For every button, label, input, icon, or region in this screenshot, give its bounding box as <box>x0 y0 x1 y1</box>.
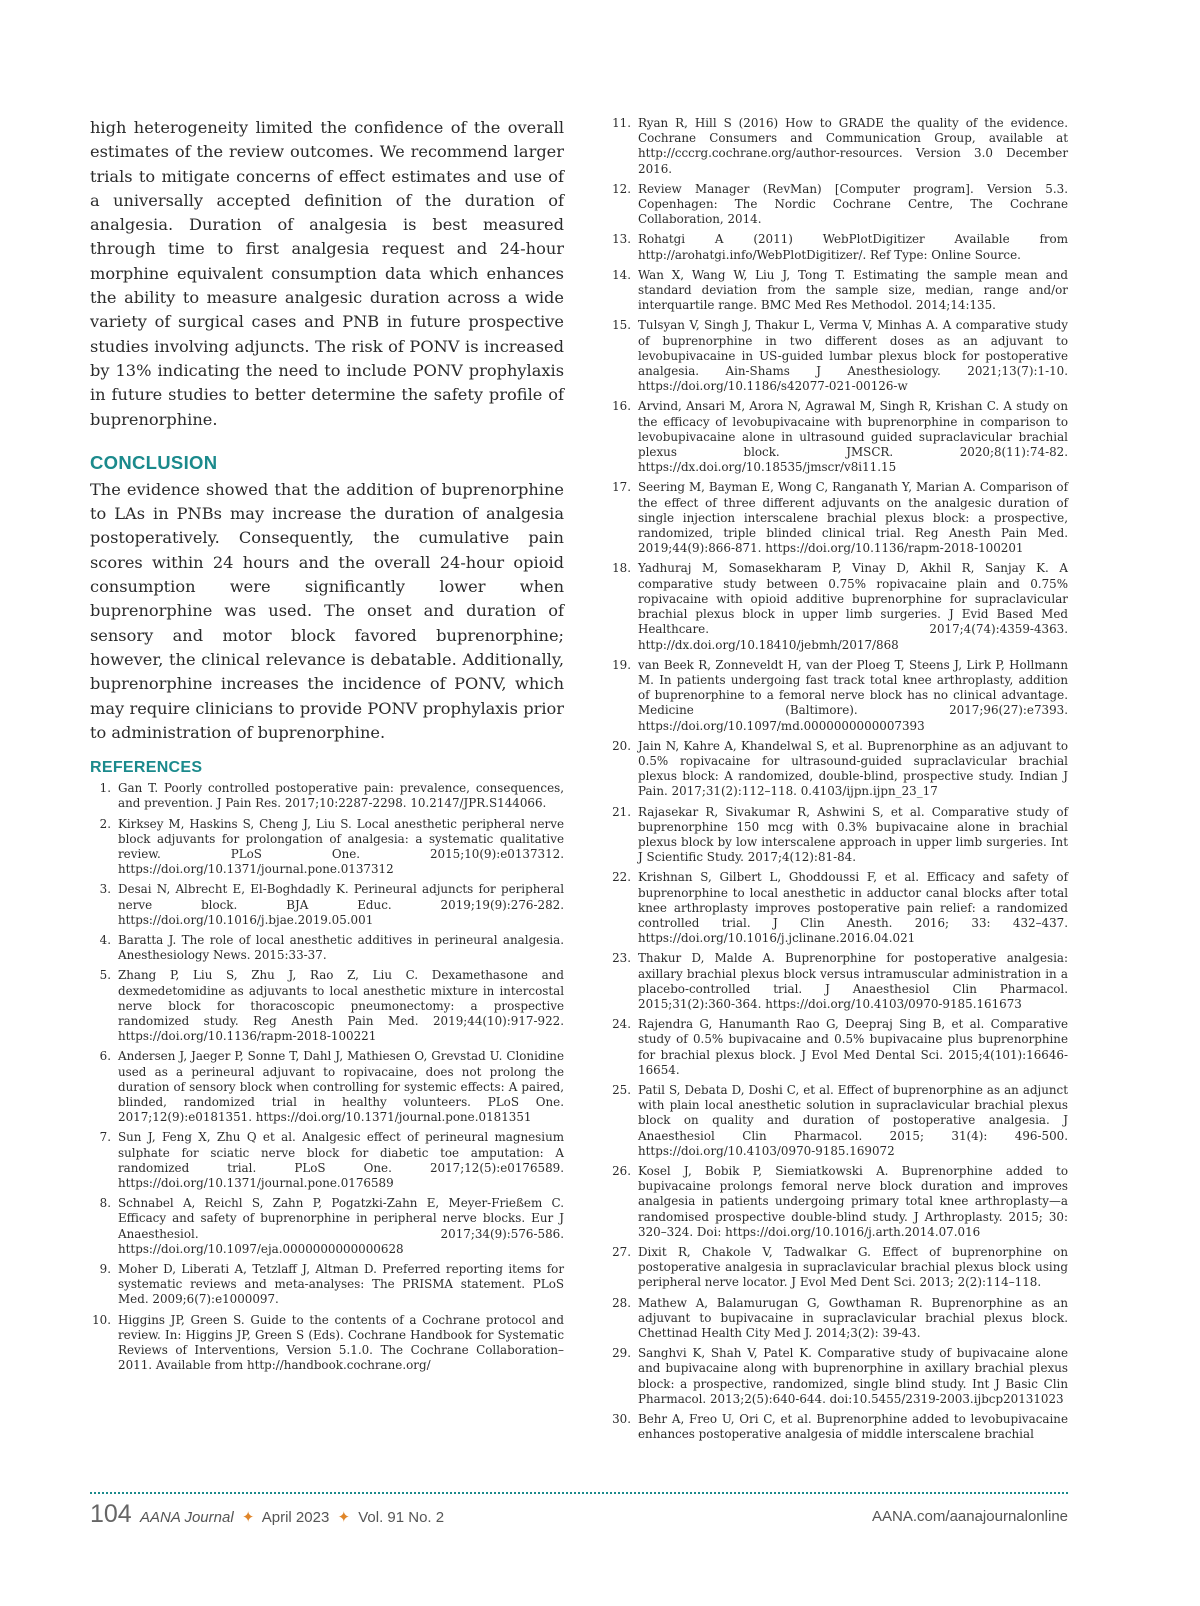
reference-text: van Beek R, Zonneveldt H, van der Ploeg T, Steens J, Lirk P, Hollmann M. In patients undergoing fast track total knee arthroplasty, addition of buprenorphine to a femoral nerve block has no clinical advantage. Medicine (Baltimore). 2017;96(27):e7393. https://doi.org/10.1097/md.0000000000007393 <box>638 657 1068 733</box>
page-footer <box>90 1500 1068 1530</box>
reference-text: Review Manager (RevMan) [Computer program]. Version 5.3. Copenhagen: The Nordic Cochrane Centre, The Cochrane Collaboration, 2014. <box>638 181 1068 227</box>
reference-item <box>90 781 564 811</box>
reference-item <box>610 951 1068 1012</box>
reference-text: Sanghvi K, Shah V, Patel K. Comparative study of bupivacaine alone and bupivacaine along with buprenorphine in axillary brachial plexus block: a prospective, randomized, single blind study. Int J Basic Clin Pharmacol. 2013;2(5):640-644. doi:10.5455/2319-2003.ijbcp20131023 <box>638 1346 1068 1406</box>
reference-number: 28. <box>612 1295 631 1310</box>
reference-text: Wan X, Wang W, Liu J, Tong T. Estimating the sample mean and standard deviation from the sample size, median, range and/or interquartile range. BMC Med Res Methodol. 2014;14:135. <box>638 267 1068 313</box>
reference-item <box>610 1296 1068 1342</box>
reference-text: Schnabel A, Reichl S, Zahn P, Pogatzki-Zahn E, Meyer-Frießem C. Efficacy and safety of buprenorphine in peripheral nerve blocks. Eur J Anaesthesiol. 2017;34(9):576-586. https://doi.org/10.1097/eja.0000000000000628 <box>118 1196 564 1256</box>
reference-number: 16. <box>612 399 631 414</box>
reference-number: 15. <box>612 318 631 333</box>
reference-item <box>610 1083 1068 1159</box>
reference-text: Behr A, Freo U, Ori C, et al. Buprenorphine added to levobupivacaine enhances postoperative analgesia of middle interscalene brachial <box>638 1412 1068 1442</box>
reference-text: Higgins JP, Green S. Guide to the contents of a Cochrane protocol and review. In: Higgins JP, Green S (Eds). Cochrane Handbook for Systematic Reviews of Interventions, Version 5.1.0. The Cochrane Collaboration–2011. Available from http://handbook.cochrane.org/ <box>118 1312 564 1373</box>
reference-number: 22. <box>612 870 631 885</box>
separator-icon: ✦ <box>337 1509 351 1526</box>
references-heading: REFERENCES <box>90 759 203 777</box>
reference-number: 11. <box>612 116 631 130</box>
reference-item <box>610 232 1068 262</box>
left-column <box>90 116 564 1378</box>
reference-number: 3. <box>99 882 111 897</box>
journal-name: AANA Journal <box>140 1509 234 1526</box>
reference-number: 25. <box>612 1082 631 1097</box>
reference-text: Gan T. Poorly controlled postoperative pain: prevalence, consequences, and prevention. J Pain Res. 2017;10:2287-2298. 10.2147/JPR.S144066. <box>118 781 564 811</box>
reference-item <box>90 1130 564 1191</box>
reference-item <box>610 1017 1068 1078</box>
reference-item <box>90 1196 564 1257</box>
reference-text: Thakur D, Malde A. Buprenorphine for postoperative analgesia: axillary brachial plexus block versus intramuscular administration in a placebo-controlled trial. J Anaesthesiol Clin Pharmacol. 2015;31(2):360-364. https://doi.org/10.4103/0970-9185.161673 <box>638 951 1068 1011</box>
reference-text: Rajasekar R, Sivakumar R, Ashwini S, et al. Comparative study of buprenorphine 150 mcg with 0.3% bupivacaine alone in brachial plexus block by low interscalene approach in upper limb surgeries. Int J Scientific Study. 2017;4(12):81-84. <box>638 804 1068 865</box>
reference-text: Moher D, Liberati A, Tetzlaff J, Altman D. Preferred reporting items for systematic reviews and meta-analyses: The PRISMA statement. PLoS Med. 2009;6(7):e1000097. <box>118 1262 564 1307</box>
reference-number: 10. <box>92 1312 111 1327</box>
reference-item <box>90 933 564 963</box>
reference-item <box>90 882 564 928</box>
reference-text: Seering M, Bayman E, Wong C, Ranganath Y, Marian A. Comparison of the effect of three different adjuvants on the analgesic duration of single injection interscalene brachial plexus block: a prospective, randomized, triple blinded clinical trial. Reg Anesth Pain Med. 2019;44(9):866-871. https://doi.org/10.1136/rapm-2018-100201 <box>638 480 1068 556</box>
reference-item <box>610 658 1068 734</box>
reference-number: 23. <box>612 951 631 966</box>
reference-text: Zhang P, Liu S, Zhu J, Rao Z, Liu C. Dexamethasone and dexmedetomidine as adjuvants to local anesthetic mixture in intercostal nerve block for thoracoscopic pneumonectomy: a prospective randomized study. Reg Anesth Pain Med. 2019;44(10):917-922. https://doi.org/10.1136/rapm-2018-100221 <box>118 968 564 1044</box>
reference-number: 21. <box>612 804 631 819</box>
reference-number: 7. <box>99 1130 111 1145</box>
reference-item <box>610 1346 1068 1407</box>
reference-text: Kirksey M, Haskins S, Cheng J, Liu S. Local anesthetic peripheral nerve block adjuvants for prolongation of analgesia: a systematic qualitative review. PLoS One. 2015;10(9):e0137312. https://doi.org/10.1371/journal.pone.0137312 <box>118 816 564 877</box>
reference-item <box>610 116 1068 177</box>
separator-icon: ✦ <box>241 1509 255 1526</box>
reference-item <box>610 1245 1068 1291</box>
reference-text: Kosel J, Bobik P, Siemiatkowski A. Buprenorphine added to bupivacaine prolongs femoral nerve block duration and improves analgesia in patients undergoing primary total knee arthroplasty—a randomised prospective double-blind study. J Arthroplasty. 2015; 30: 320–324. Doi: https://doi.org/10.1016/j.arth.2014.07.016 <box>638 1164 1068 1239</box>
reference-text: Jain N, Kahre A, Khandelwal S, et al. Buprenorphine as an adjuvant to 0.5% ropivacaine for ultrasound-guided supraclavicular brachial plexus block: A randomized, double-blind, prospective study. Indian J Pain. 2017;31(2):112–118. 0.4103/ijpn.ijpn_23_17 <box>638 738 1068 799</box>
footer-divider <box>90 1492 1068 1494</box>
reference-number: 29. <box>612 1346 631 1361</box>
right-column <box>610 116 1068 1447</box>
volume-issue: Vol. 91 No. 2 <box>358 1509 445 1526</box>
reference-number: 17. <box>612 480 631 495</box>
reference-item <box>610 870 1068 946</box>
references-list-right <box>610 116 1068 1442</box>
reference-number: 2. <box>99 816 111 831</box>
reference-item <box>610 399 1068 475</box>
reference-item <box>90 1262 564 1308</box>
reference-number: 18. <box>612 561 631 576</box>
reference-text: Baratta J. The role of local anesthetic additives in perineural analgesia. Anesthesiology News. 2015:33-37. <box>118 932 564 963</box>
reference-item <box>610 1164 1068 1240</box>
reference-item <box>90 1313 564 1374</box>
reference-item <box>610 318 1068 394</box>
conclusion-paragraph: The evidence showed that the addition of buprenorphine to LAs in PNBs may increase the duration of analgesia postoperatively. Consequently, the cumulative pain scores within 24 hours and the overall 24-hour opioid consumption were significantly lower when buprenorphine was used. The onset and duration of sensory and motor block favored buprenorphine; however, the clinical relevance is debatable. Additionally, buprenorphine increases the incidence of PONV, which may require clinicians to provide PONV prophylaxis prior to administration of buprenorphine. <box>90 479 564 742</box>
intro-paragraph: high heterogeneity limited the confidence of the overall estimates of the review outcomes. We recommend larger trials to mitigate concerns of effect estimates and use of a universally accepted definition of the duration of analgesia. Duration of analgesia is best measured through time to first analgesia request and 24-hour morphine equivalent consumption data which enhances the ability to measure analgesic duration across a wide variety of surgical cases and PNB in future prospective studies involving adjuncts. The risk of PONV is increased by 13% indicating the need to include PONV prophylaxis in future studies to better determine the safety profile of buprenorphine. <box>90 118 564 429</box>
reference-number: 9. <box>99 1262 111 1277</box>
reference-item <box>610 1412 1068 1442</box>
reference-text: Tulsyan V, Singh J, Thakur L, Verma V, Minhas A. A comparative study of buprenorphine in two different doses as an adjuvant to levobupivacaine in US-guided lumbar plexus block for postoperative analgesia. Ain-Shams J Anesthesiology. 2021;13(7):1-10. https://doi.org/10.1186/s42077-021-00126-w <box>638 318 1068 394</box>
reference-text: Sun J, Feng X, Zhu Q et al. Analgesic effect of perineural magnesium sulphate for sciatic nerve block for diabetic toe amputation: A randomized trial. PLoS One. 2017;12(5):e0176589. https://doi.org/10.1371/journal.pone.0176589 <box>118 1130 564 1190</box>
reference-number: 20. <box>612 738 631 753</box>
reference-number: 6. <box>99 1049 111 1064</box>
website-link[interactable]: AANA.com/aanajournalonline <box>872 1508 1068 1525</box>
reference-text: Yadhuraj M, Somasekharam P, Vinay D, Akhil R, Sanjay K. A comparative study between 0.75% ropivacaine plain and 0.75% ropivacaine with opioid additive buprenorphine for supraclavicular brachial plexus block in upper limb surgeries. J Evid Based Med Healthcare. 2017;4(74):4359-4363. http://dx.doi.org/10.18410/jebmh/2017/868 <box>638 561 1068 652</box>
reference-text: Ryan R, Hill S (2016) How to GRADE the quality of the evidence. Cochrane Consumers and Communication Group, available at http://cccrg.cochrane.org/author-resources. Version 3.0 December 2016. <box>638 116 1068 176</box>
reference-number: 19. <box>612 657 631 672</box>
reference-number: 26. <box>612 1164 631 1178</box>
reference-number: 8. <box>99 1196 111 1211</box>
reference-number: 24. <box>612 1017 631 1032</box>
reference-text: Desai N, Albrecht E, El-Boghdadly K. Perineural adjuncts for peripheral nerve block. BJA Educ. 2019;19(9):276-282. https://doi.org/10.1016/j.bjae.2019.05.001 <box>118 882 564 927</box>
reference-item <box>610 182 1068 228</box>
references-list-left <box>90 781 564 1373</box>
reference-text: Rajendra G, Hanumanth Rao G, Deepraj Sing B, et al. Comparative study of 0.5% bupivacaine and 0.5% bupivacaine plus buprenorphine for brachial plexus block. J Evol Med Dental Sci. 2015;4(101):16646-16654. <box>638 1017 1068 1077</box>
reference-text: Krishnan S, Gilbert L, Ghoddoussi F, et al. Efficacy and safety of buprenorphine to local anesthetic in adductor canal blocks after total knee arthroplasty improves postoperative pain relief: a randomized controlled trial. J Clin Anesth. 2016; 33: 432–437. https://doi.org/10.1016/j.jclinane.2016.04.021 <box>638 870 1068 946</box>
reference-item <box>90 968 564 1044</box>
reference-number: 13. <box>612 232 631 247</box>
reference-item <box>90 817 564 878</box>
reference-text: Andersen J, Jaeger P, Sonne T, Dahl J, Mathiesen O, Grevstad U. Clonidine used as a perineural adjuvant to ropivacaine, does not prolong the duration of sensory block when controlling for systemic effects: A paired, blinded, randomized trial in healthy volunteers. PLoS One. 2017;12(9):e0181351. https://doi.org/10.1371/journal.pone.0181351 <box>118 1049 564 1125</box>
reference-number: 1. <box>99 781 111 796</box>
reference-text: Patil S, Debata D, Doshi C, et al. Effect of buprenorphine as an adjunct with plain local anesthetic solution in supraclavicular brachial plexus block on quality and duration of postoperative analgesia. J Anaesthesiol Clin Pharmacol. 2015; 31(4): 496-500. https://doi.org/10.4103/0970-9185.169072 <box>638 1082 1068 1158</box>
issue-date: April 2023 <box>261 1509 330 1526</box>
reference-number: 12. <box>612 181 631 196</box>
reference-item <box>610 561 1068 652</box>
reference-number: 4. <box>99 932 111 947</box>
reference-item <box>90 1049 564 1125</box>
reference-text: Dixit R, Chakole V, Tadwalkar G. Effect of buprenorphine on postoperative analgesia in supraclavicular brachial plexus block using peripheral nerve locator. J Evol Med Dent Sci. 2013; 2(2):114–118. <box>638 1245 1068 1290</box>
reference-item <box>610 268 1068 314</box>
reference-item <box>610 805 1068 866</box>
reference-text: Arvind, Ansari M, Arora N, Agrawal M, Singh R, Krishan C. A study on the efficacy of levobupivacaine with buprenorphine in comparison to levobupivacaine alone in ultrasound guided supraclavicular brachial plexus block. JMSCR. 2020;8(11):74-82. https://dx.doi.org/10.18535/jmscr/v8i11.15 <box>638 399 1068 475</box>
reference-text: Mathew A, Balamurugan G, Gowthaman R. Buprenorphine as an adjuvant to bupivacaine in supraclavicular brachial plexus block. Chettinad Health City Med J. 2014;3(2): 39-43. <box>638 1295 1068 1341</box>
reference-item <box>610 480 1068 556</box>
reference-item <box>610 739 1068 800</box>
reference-number: 30. <box>612 1412 631 1427</box>
reference-text: Rohatgi A (2011) WebPlotDigitizer Available from http://arohatgi.info/WebPlotDigitizer/. Ref Type: Online Source. <box>638 232 1068 262</box>
reference-number: 27. <box>612 1245 631 1260</box>
page-number: 104 <box>90 1500 132 1528</box>
reference-number: 14. <box>612 267 631 282</box>
conclusion-heading: CONCLUSION <box>90 451 218 473</box>
journal-info <box>140 1508 444 1526</box>
reference-number: 5. <box>99 968 111 983</box>
